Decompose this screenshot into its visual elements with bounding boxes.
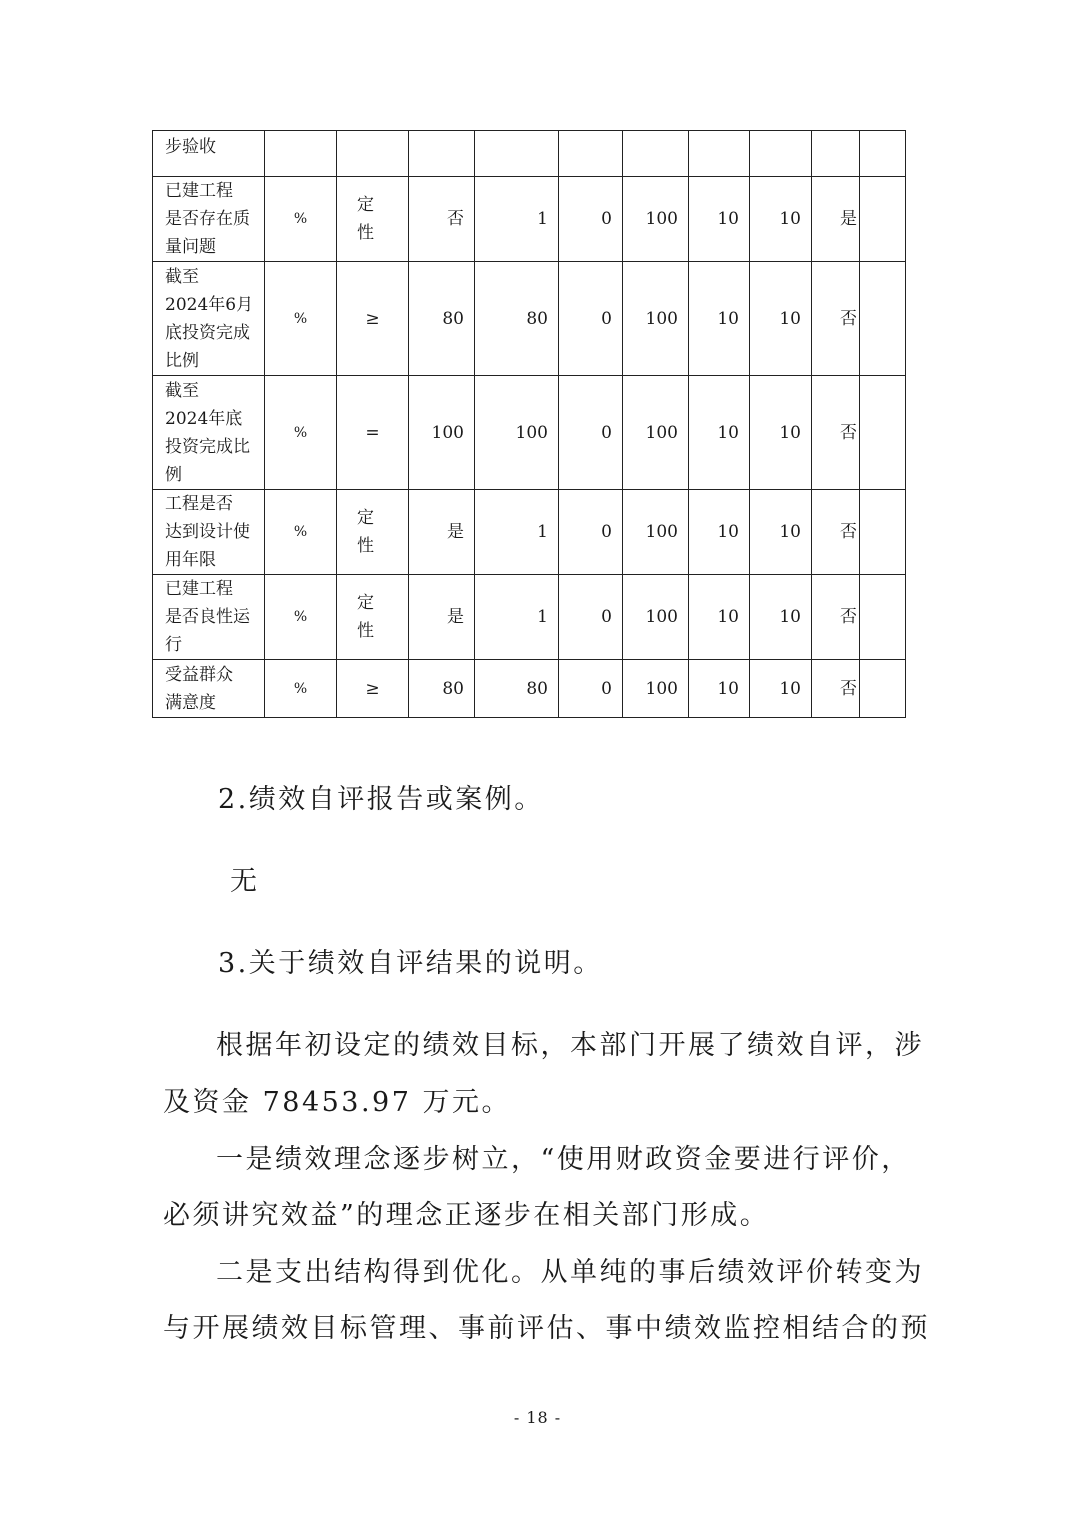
completion-rate-cell: 100 [623, 262, 689, 376]
target-value-cell: 80 [409, 660, 475, 718]
section-heading-3: 3.关于绩效自评结果的说明。 [218, 948, 603, 979]
target-value-cell: 是 [409, 575, 475, 660]
full-score-cell: 10 [689, 660, 750, 718]
target-value-cell: 80 [409, 262, 475, 376]
table-row [153, 177, 906, 262]
actual-value-cell [475, 131, 559, 177]
indicator-name-cell: 工程是否 达到设计使 用年限 [153, 490, 265, 575]
operator-cell: ≥ [337, 660, 409, 718]
operator-cell: 定 性 [337, 490, 409, 575]
unit-cell: % [265, 177, 337, 262]
indicator-name-cell: 已建工程 是否存在质 量问题 [153, 177, 265, 262]
target-value-cell: 是 [409, 490, 475, 575]
unit-cell: % [265, 575, 337, 660]
score-cell: 10 [750, 660, 812, 718]
note-cell [860, 177, 906, 262]
unit-cell: % [265, 262, 337, 376]
note-cell [860, 376, 906, 490]
table-row [153, 376, 906, 490]
paragraph-2-line-2: 必须讲究效益”的理念正逐步在相关部门形成。 [163, 1200, 770, 1231]
flag-cell: 否 [812, 376, 860, 490]
none-text: 无 [230, 866, 260, 897]
deviation-cell: 0 [559, 660, 623, 718]
paragraph-2-line-1: 一是绩效理念逐步树立，“使用财政资金要进行评价， [216, 1144, 911, 1175]
deviation-cell: 0 [559, 376, 623, 490]
paragraph-1-line-1: 根据年初设定的绩效目标，本部门开展了绩效自评，涉 [216, 1030, 924, 1061]
table-row [153, 262, 906, 376]
flag-cell: 否 [812, 262, 860, 376]
performance-indicator-table [152, 130, 906, 718]
full-score-cell: 10 [689, 490, 750, 575]
unit-cell: % [265, 376, 337, 490]
full-score-cell [689, 131, 750, 177]
full-score-cell: 10 [689, 262, 750, 376]
target-value-cell: 否 [409, 177, 475, 262]
full-score-cell: 10 [689, 376, 750, 490]
note-cell [860, 575, 906, 660]
unit-cell: % [265, 490, 337, 575]
completion-rate-cell: 100 [623, 376, 689, 490]
indicator-name-cell: 受益群众 满意度 [153, 660, 265, 718]
operator-cell: 定 性 [337, 177, 409, 262]
indicator-name-cell: 截至 2024年6月 底投资完成 比例 [153, 262, 265, 376]
table-row [153, 131, 906, 177]
actual-value-cell: 1 [475, 575, 559, 660]
flag-cell: 否 [812, 660, 860, 718]
deviation-cell [559, 131, 623, 177]
table-row [153, 660, 906, 718]
completion-rate-cell: 100 [623, 177, 689, 262]
note-cell [860, 131, 906, 177]
completion-rate-cell: 100 [623, 660, 689, 718]
score-cell: 10 [750, 575, 812, 660]
flag-cell: 否 [812, 490, 860, 575]
score-cell [750, 131, 812, 177]
section-heading-2: 2.绩效自评报告或案例。 [218, 784, 544, 815]
actual-value-cell: 100 [475, 376, 559, 490]
operator-cell: ≥ [337, 262, 409, 376]
table-body [153, 131, 906, 718]
flag-cell [812, 131, 860, 177]
full-score-cell: 10 [689, 177, 750, 262]
flag-cell: 否 [812, 575, 860, 660]
full-score-cell: 10 [689, 575, 750, 660]
note-cell [860, 490, 906, 575]
indicator-name-cell: 已建工程 是否良性运 行 [153, 575, 265, 660]
unit-cell: % [265, 660, 337, 718]
flag-cell: 是 [812, 177, 860, 262]
target-value-cell: 100 [409, 376, 475, 490]
deviation-cell: 0 [559, 490, 623, 575]
paragraph-3-line-2: 与开展绩效目标管理、事前评估、事中绩效监控相结合的预 [163, 1313, 930, 1344]
performance-table-wrapper [152, 130, 906, 718]
score-cell: 10 [750, 262, 812, 376]
operator-cell [337, 131, 409, 177]
completion-rate-cell [623, 131, 689, 177]
indicator-name-cell: 步验收 [153, 131, 265, 177]
completion-rate-cell: 100 [623, 575, 689, 660]
completion-rate-cell: 100 [623, 490, 689, 575]
target-value-cell [409, 131, 475, 177]
actual-value-cell: 1 [475, 490, 559, 575]
deviation-cell: 0 [559, 177, 623, 262]
score-cell: 10 [750, 490, 812, 575]
paragraph-3-line-1: 二是支出结构得到优化。从单纯的事后绩效评价转变为 [216, 1257, 924, 1288]
actual-value-cell: 1 [475, 177, 559, 262]
page-number: - 18 - [513, 1408, 562, 1427]
operator-cell: 定 性 [337, 575, 409, 660]
note-cell [860, 262, 906, 376]
note-cell [860, 660, 906, 718]
score-cell: 10 [750, 177, 812, 262]
deviation-cell: 0 [559, 262, 623, 376]
score-cell: 10 [750, 376, 812, 490]
indicator-name-cell: 截至 2024年底 投资完成比 例 [153, 376, 265, 490]
table-row [153, 575, 906, 660]
table-row [153, 490, 906, 575]
unit-cell [265, 131, 337, 177]
actual-value-cell: 80 [475, 262, 559, 376]
actual-value-cell: 80 [475, 660, 559, 718]
paragraph-1-line-2: 及资金 78453.97 万元。 [163, 1087, 511, 1118]
operator-cell: = [337, 376, 409, 490]
deviation-cell: 0 [559, 575, 623, 660]
